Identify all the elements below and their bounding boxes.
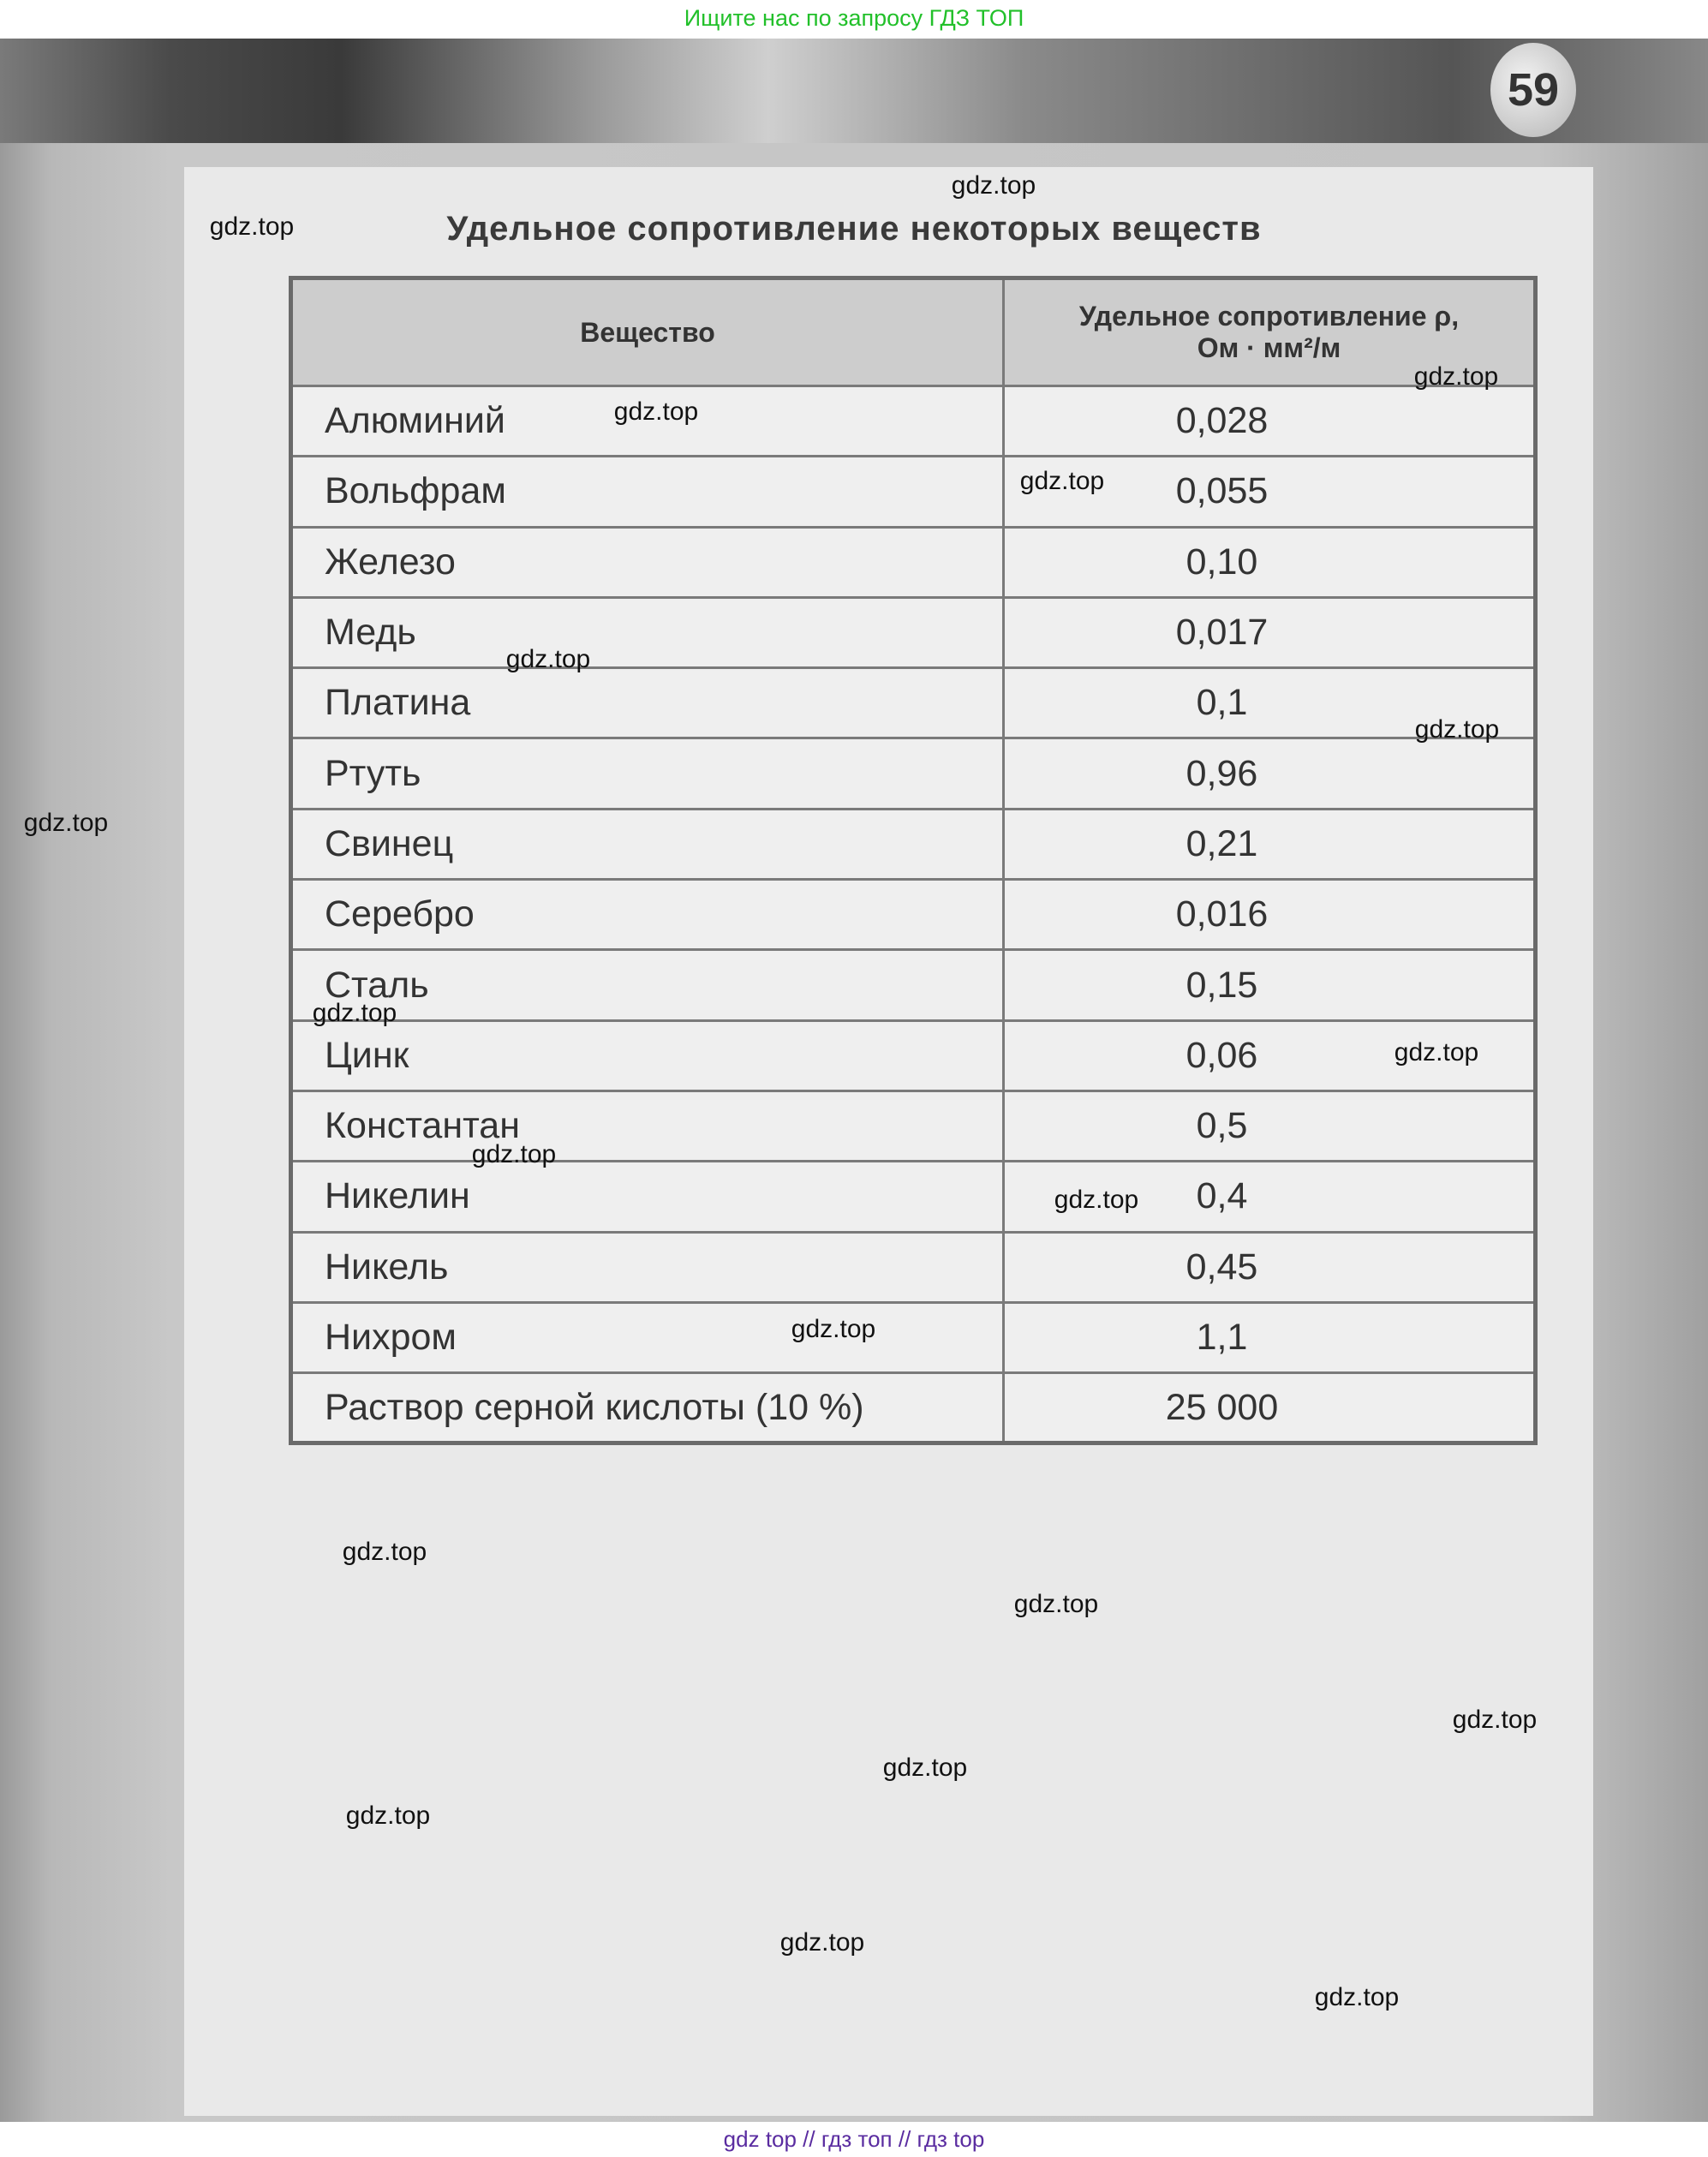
watermark: gdz.top bbox=[613, 397, 699, 426]
resistivity-value: 1,1 bbox=[1004, 1302, 1536, 1372]
table-title: Удельное сопротивление некоторых веществ bbox=[446, 210, 1262, 248]
resistivity-value: 0,017 bbox=[1004, 597, 1536, 667]
watermark: gdz.top bbox=[1394, 1038, 1479, 1067]
substance-name: Железо bbox=[291, 527, 1004, 597]
table-row bbox=[291, 386, 1536, 457]
substance-name: Цинк bbox=[291, 1020, 1004, 1090]
table-row bbox=[291, 738, 1536, 809]
resistivity-value: 0,10 bbox=[1004, 527, 1536, 597]
watermark: gdz.top bbox=[209, 212, 295, 241]
substance-name: Ртуть bbox=[291, 738, 1004, 809]
substance-name: Константан bbox=[291, 1090, 1004, 1161]
watermark: gdz.top bbox=[951, 171, 1036, 200]
watermark: gdz.top bbox=[1013, 1590, 1099, 1618]
substance-name: Вольфрам bbox=[291, 457, 1004, 527]
table-row bbox=[291, 668, 1536, 738]
table-row bbox=[291, 1020, 1536, 1090]
watermark: gdz.top bbox=[1314, 1983, 1400, 2011]
watermark: gdz.top bbox=[1413, 362, 1499, 391]
watermark: gdz.top bbox=[23, 809, 109, 837]
table-row bbox=[291, 527, 1536, 597]
resistivity-table bbox=[289, 276, 1538, 1445]
watermark: gdz.top bbox=[1054, 1186, 1139, 1214]
header-resistivity-label: Удельное сопротивление ρ, bbox=[1078, 301, 1460, 332]
substance-name: Раствор серной кислоты (10 %) bbox=[291, 1373, 1004, 1443]
resistivity-value: 0,15 bbox=[1004, 950, 1536, 1020]
substance-name: Сталь bbox=[291, 950, 1004, 1020]
substance-name: Серебро bbox=[291, 880, 1004, 950]
watermark: gdz.top bbox=[1414, 715, 1500, 744]
substance-name: Никель bbox=[291, 1232, 1004, 1302]
substance-name: Медь bbox=[291, 597, 1004, 667]
watermark: gdz.top bbox=[1019, 467, 1105, 495]
header-resistivity-unit: Ом · мм²/м bbox=[1197, 332, 1341, 363]
watermark: gdz.top bbox=[345, 1801, 431, 1830]
resistivity-value: 0,5 bbox=[1004, 1090, 1536, 1161]
resistivity-value: 0,96 bbox=[1004, 738, 1536, 809]
table-row bbox=[291, 1162, 1536, 1232]
substance-name: Алюминий bbox=[291, 386, 1004, 457]
header-photo bbox=[0, 39, 1708, 143]
resistivity-value: 0,028 bbox=[1004, 386, 1536, 457]
resistivity-value: 0,016 bbox=[1004, 880, 1536, 950]
footer-links[interactable]: gdz top // гдз топ // гдз top bbox=[723, 2126, 985, 2152]
watermark: gdz.top bbox=[471, 1140, 557, 1168]
table-row bbox=[291, 1232, 1536, 1302]
substance-name: Платина bbox=[291, 668, 1004, 738]
resistivity-value: 0,1 bbox=[1004, 668, 1536, 738]
watermark: gdz.top bbox=[342, 1538, 427, 1566]
resistivity-value: 0,45 bbox=[1004, 1232, 1536, 1302]
watermark: gdz.top bbox=[1452, 1706, 1538, 1734]
resistivity-value: 0,06 bbox=[1004, 1020, 1536, 1090]
table-row bbox=[291, 1302, 1536, 1372]
resistivity-value: 0,21 bbox=[1004, 809, 1536, 879]
table-row bbox=[291, 880, 1536, 950]
table-row bbox=[291, 1373, 1536, 1443]
resistivity-value: 0,055 bbox=[1004, 457, 1536, 527]
table-row bbox=[291, 457, 1536, 527]
substance-name: Свинец bbox=[291, 809, 1004, 879]
header-substance: Вещество bbox=[291, 278, 1004, 386]
table-row bbox=[291, 809, 1536, 879]
page-number: 59 bbox=[1490, 43, 1576, 137]
table-row bbox=[291, 597, 1536, 667]
watermark: gdz.top bbox=[312, 999, 397, 1027]
watermark: gdz.top bbox=[505, 645, 591, 673]
watermark: gdz.top bbox=[791, 1315, 876, 1343]
substance-name: Никелин bbox=[291, 1162, 1004, 1232]
watermark: gdz.top bbox=[779, 1928, 865, 1957]
resistivity-value: 0,4 bbox=[1004, 1162, 1536, 1232]
resistivity-value: 25 000 bbox=[1004, 1373, 1536, 1443]
search-banner[interactable]: Ищите нас по запросу ГДЗ ТОП bbox=[684, 5, 1024, 31]
watermark: gdz.top bbox=[882, 1754, 968, 1782]
substance-name: Нихром bbox=[291, 1302, 1004, 1372]
table-row bbox=[291, 950, 1536, 1020]
